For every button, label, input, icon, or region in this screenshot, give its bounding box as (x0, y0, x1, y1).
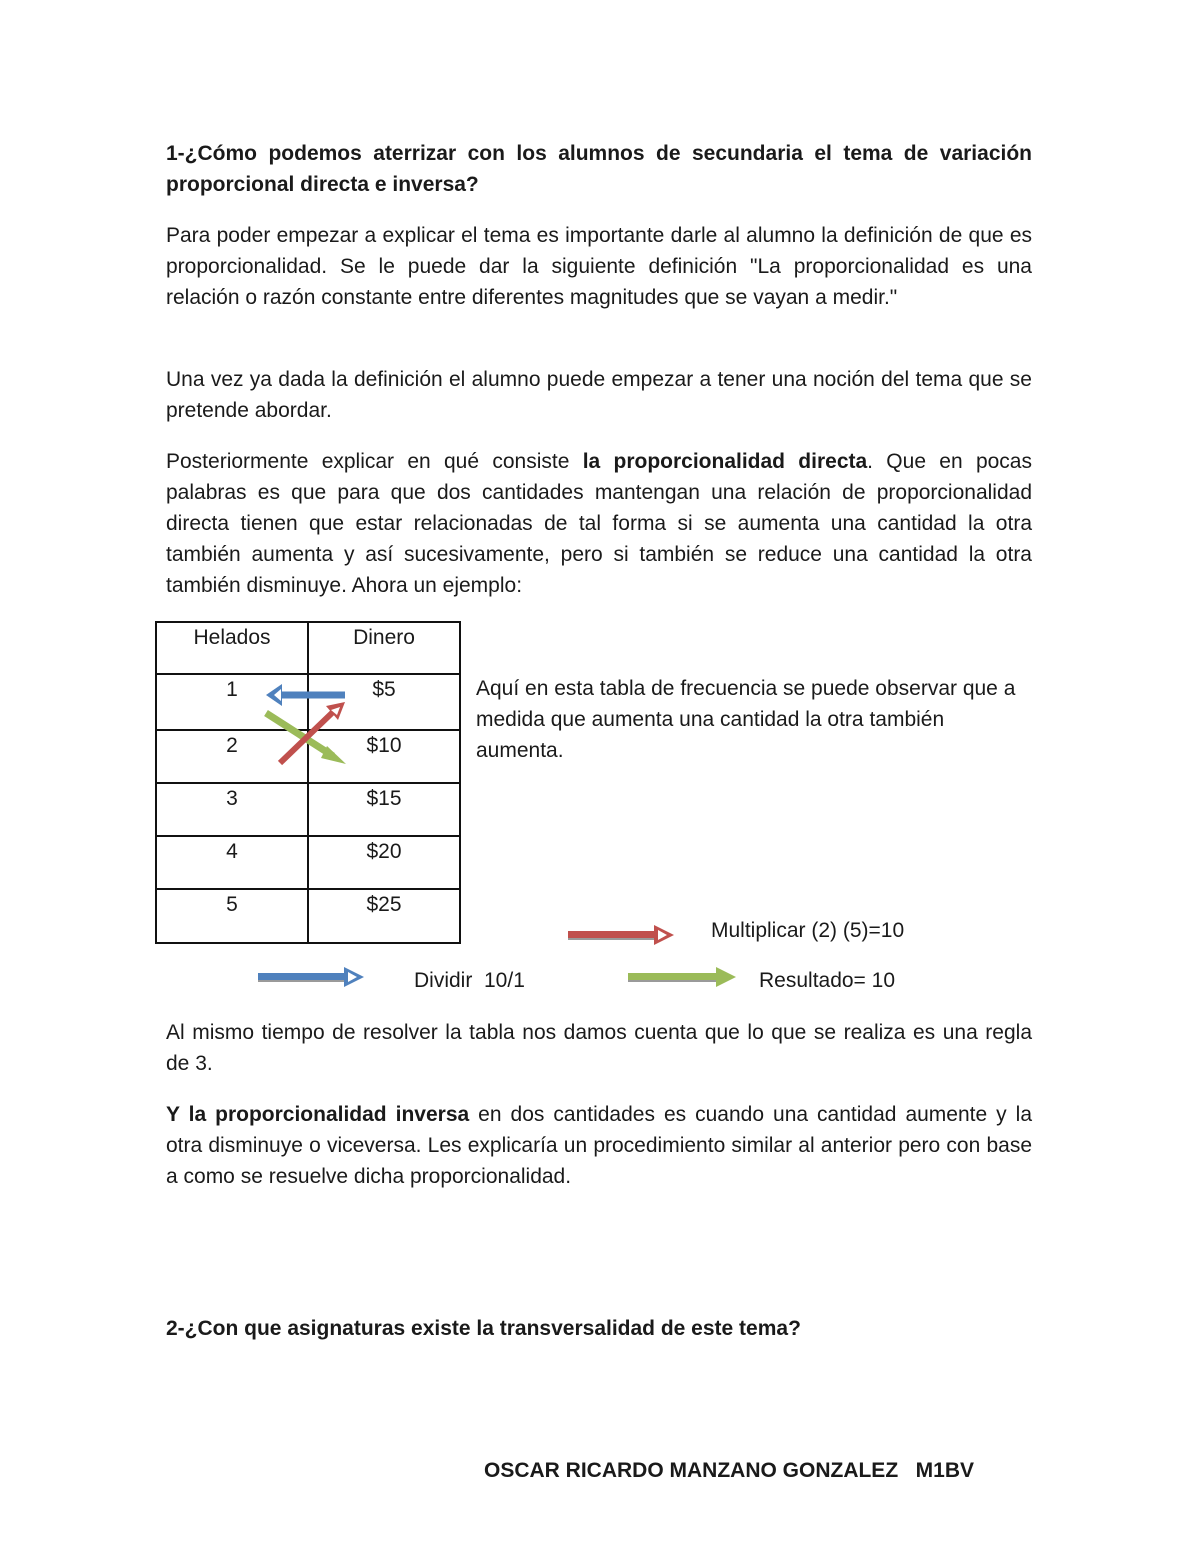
text-run: Posteriormente explicar en qué consiste (166, 450, 583, 473)
question-2: 2-¿Con que asignaturas existe la transversalidad de este tema? (166, 1317, 801, 1340)
paragraph-definition: Para poder empezar a explicar el tema es importante darle al alumno la definición de que es proporcionalidad. Se le puede dar la siguiente definición "La proporcionalidad es una relación o razón constante entre diferentes magnitudes que se vayan a medir." (166, 224, 1032, 309)
table-cell: $25 (308, 889, 460, 943)
table-cell: 2 (156, 730, 308, 783)
legend-result-label: Resultado= 10 (759, 969, 896, 992)
paragraph-notion: Una vez ya dada la definición el alumno puede empezar a tener una noción del tema que se pretende abordar. (166, 368, 1032, 422)
bold-term-inverse: Y la proporcionalidad inversa (166, 1103, 470, 1126)
green-arrow-legend (628, 967, 736, 987)
legend-divide-label: Dividir 10/1 (414, 969, 525, 992)
author-footer: OSCAR RICARDO MANZANO GONZALEZ M1BV (484, 1459, 974, 1482)
text-run: en dos cantidades es cuando una cantidad aumente y la otra disminuye o viceversa. Les explicaría un procedimiento similar al anterior pero con base a como se resuelve dicha proporcionalidad. (166, 1103, 1032, 1188)
table-side-note: Aquí en esta tabla de frecuencia se puede observar que a medida que aumenta una cantidad la otra también aumenta. (476, 677, 1016, 762)
table-cell: $15 (308, 783, 460, 836)
legend-multiply-label: Multiplicar (2) (5)=10 (711, 919, 905, 942)
table-cell: $5 (308, 674, 460, 730)
table-header-cell: Helados (156, 622, 308, 674)
blue-arrow-legend (258, 967, 364, 987)
table-cell: $10 (308, 730, 460, 783)
table-cell: 3 (156, 783, 308, 836)
red-arrow-legend (568, 925, 674, 945)
table-cell: 5 (156, 889, 308, 943)
table-cell: 4 (156, 836, 308, 889)
question-1: 1-¿Cómo podemos aterrizar con los alumnos de secundaria el tema de variación proporcional directa e inversa? (166, 142, 1032, 196)
table-cell: $20 (308, 836, 460, 889)
paragraph-rule-of-three: Al mismo tiempo de resolver la tabla nos damos cuenta que lo que se realiza es una regla de 3. (166, 1021, 1032, 1075)
table-header-cell: Dinero (308, 622, 460, 674)
text-run: . Que en pocas palabras es que para que dos cantidades mantengan una relación de proporcionalidad directa tienen que estar relacionadas de tal forma si se aumenta una cantidad la otra también aumenta y así sucesivamente, pero si también se reduce una cantidad la otra también disminuye. Ahora un ejemplo: (166, 450, 1032, 597)
paragraph-inverse-proportionality (166, 1099, 1032, 1192)
blue-arrow-in-table (266, 684, 345, 706)
table-cell: 1 (156, 674, 308, 730)
bold-term-direct: la proporcionalidad directa (582, 450, 868, 473)
